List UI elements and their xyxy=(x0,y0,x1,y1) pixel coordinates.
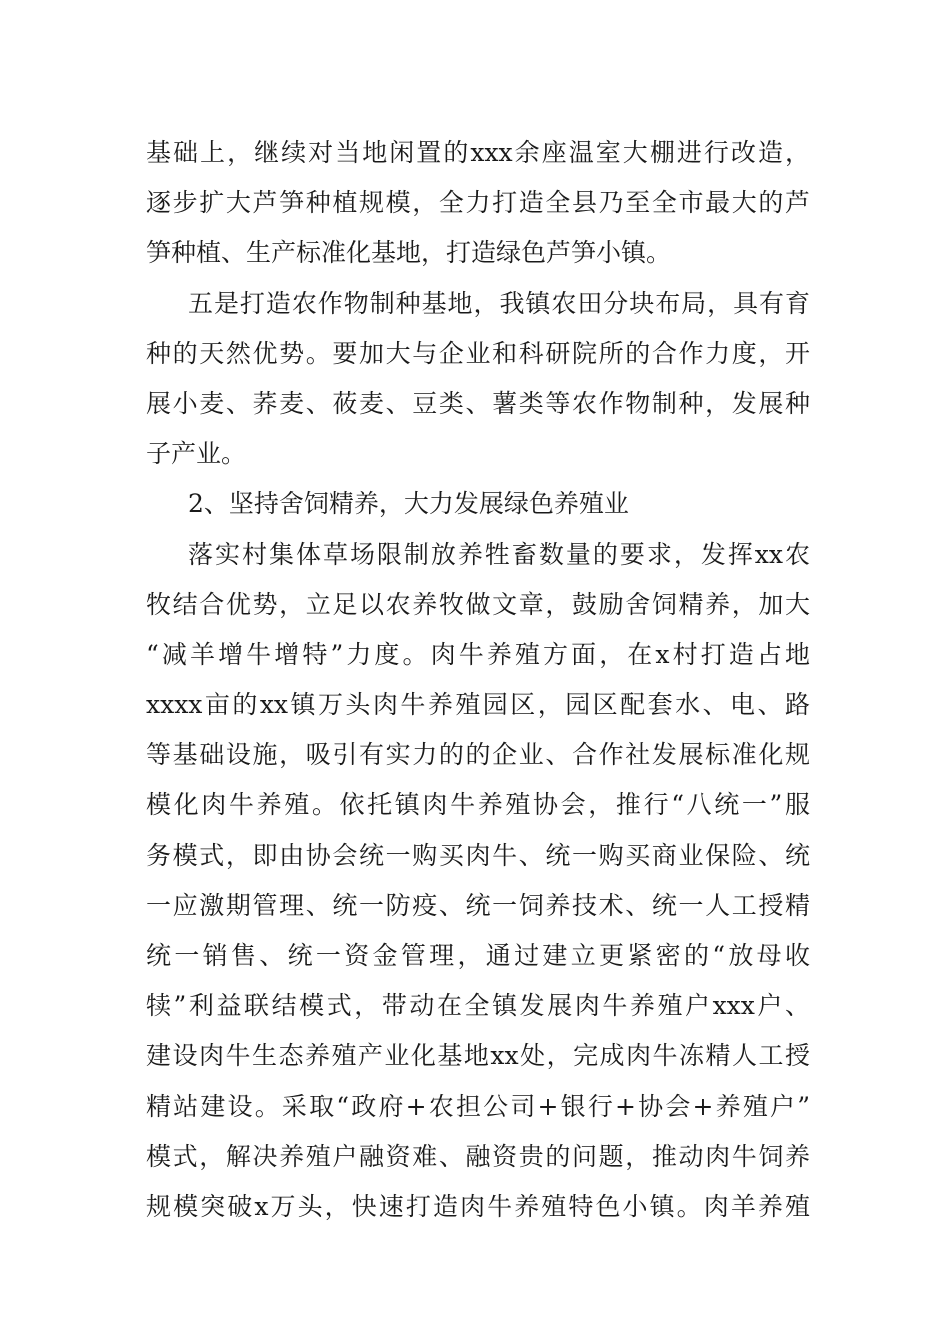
document-body xyxy=(146,128,810,1232)
text-line: 精站建设。采取“政府+农担公司+银行+协会+养殖户” xyxy=(146,1091,810,1121)
text-line: 模式，解决养殖户融资难、融资贵的问题，推动肉牛饲养 xyxy=(146,1141,810,1171)
text-line: 基础上，继续对当地闲置的xxx余座温室大棚进行改造， xyxy=(146,138,810,167)
text-line: 统一销售、统一资金管理，通过建立更紧密的“放母收 xyxy=(146,941,810,970)
text-line: 逐步扩大芦笋种植规模，全力打造全县乃至全市最大的芦 xyxy=(146,188,810,218)
text-line: 建设肉牛生态养殖产业化基地xx处，完成肉牛冻精人工授 xyxy=(146,1041,810,1071)
paragraph-first-line: 落实村集体草场限制放养牲畜数量的要求，发挥xx农 xyxy=(188,539,810,569)
text-line: xxxx亩的xx镇万头肉牛养殖园区，园区配套水、电、路 xyxy=(146,690,810,720)
text-line: 展小麦、荞麦、莜麦、豆类、薯类等农作物制种，发展种 xyxy=(146,388,810,418)
text-line: 种的天然优势。要加大与企业和科研院所的合作力度，开 xyxy=(146,338,810,368)
text-line: “减羊增牛增特”力度。肉牛养殖方面，在x村打造占地 xyxy=(146,639,810,669)
text-line: 等基础设施，吸引有实力的的企业、合作社发展标准化规 xyxy=(146,740,810,770)
text-line: 笋种植、生产标准化基地，打造绿色芦笋小镇。 xyxy=(146,238,672,268)
text-line: 子产业。 xyxy=(146,439,247,469)
text-line: 模化肉牛养殖。依托镇肉牛养殖协会，推行“八统一”服 xyxy=(146,790,810,820)
text-line: 一应激期管理、统一防疫、统一饲养技术、统一人工授精 xyxy=(146,890,810,920)
text-line: 规模突破x万头，快速打造肉牛养殖特色小镇。肉羊养殖 xyxy=(146,1191,810,1221)
section-heading: 2、坚持舍饲精养，大力发展绿色养殖业 xyxy=(188,489,629,519)
text-line: 犊”利益联结模式，带动在全镇发展肉牛养殖户xxx户、 xyxy=(146,991,810,1021)
text-line: 务模式，即由协会统一购买肉牛、统一购买商业保险、统 xyxy=(146,840,810,870)
text-line: 牧结合优势，立足以农养牧做文章，鼓励舍饲精养，加大 xyxy=(146,589,810,619)
paragraph-first-line: 五是打造农作物制种基地，我镇农田分块布局，具有育 xyxy=(188,288,810,318)
